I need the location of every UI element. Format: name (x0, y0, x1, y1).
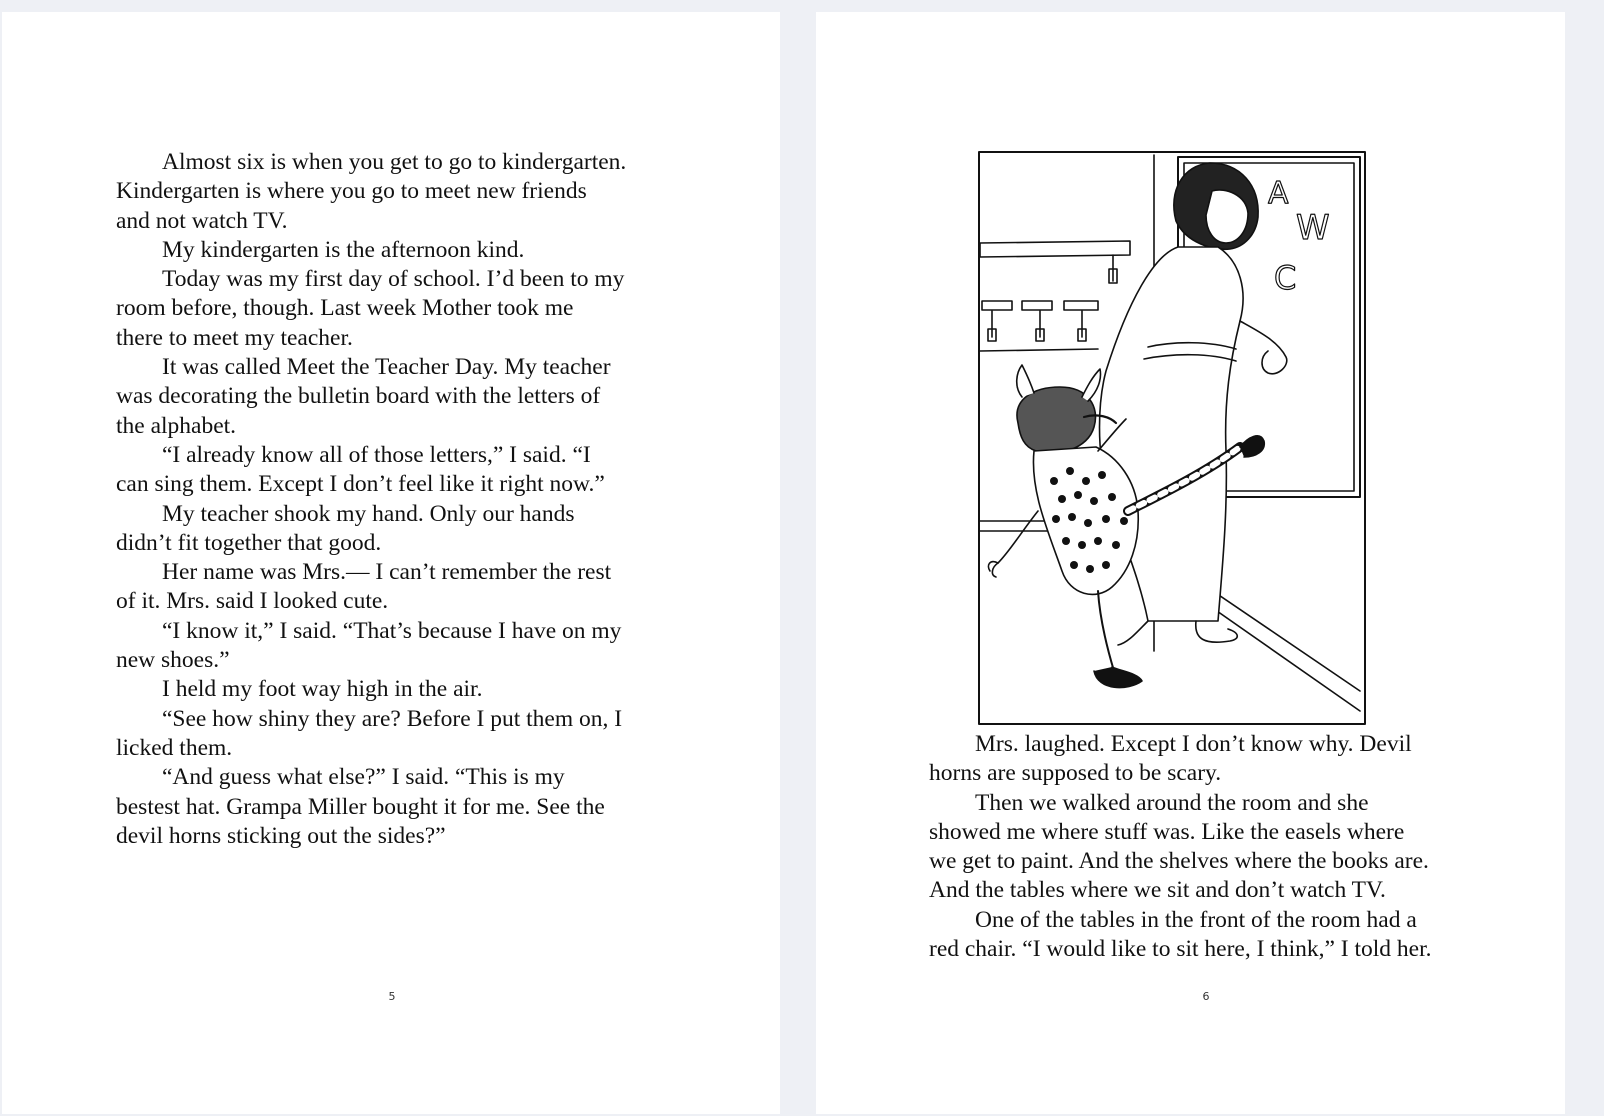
text-line: Mrs. laughed. Except I don’t know why. Devil (975, 731, 1412, 757)
text-line: red chair. “I would like to sit here, I think,” I told her. (929, 936, 1432, 963)
text-line: we get to paint. And the shelves where the books are. (929, 848, 1429, 875)
text-line: Then we walked around the room and she (975, 789, 1369, 816)
paragraph (116, 353, 676, 441)
paragraph (116, 265, 676, 353)
text-line: “And guess what else?” I said. “This is my (162, 764, 565, 791)
text-line: Her name was Mrs.— I can’t remember the rest (162, 559, 612, 586)
paragraph (929, 789, 1489, 906)
text-line: horns are supposed to be scary. (929, 760, 1222, 787)
text-line: And the tables where we sit and don’t watch TV. (929, 877, 1386, 904)
letter-c: C (1274, 259, 1297, 297)
paragraph (929, 906, 1489, 965)
text-line: My kindergarten is the afternoon kind. (162, 236, 525, 263)
text-line: One of the tables in the front of the room had a (975, 906, 1417, 933)
letter-a: A (1268, 176, 1289, 211)
paragraph (929, 730, 1489, 789)
text-line: “See how shiny they are? Before I put them on, I (162, 705, 623, 732)
text-line: was decorating the bulletin board with the letters of (116, 383, 601, 410)
letter-w: W (1296, 208, 1330, 248)
page-left (2, 12, 780, 1114)
paragraph (116, 763, 676, 851)
text-line: can sing them. Except I don’t feel like it right now.” (116, 471, 605, 498)
text-line: bestest hat. Grampa Miller bought it for me. See the (116, 793, 605, 820)
page-number: 5 (388, 990, 396, 1003)
text-line: It was called Meet the Teacher Day. My teacher (162, 354, 611, 381)
text-line: Kindergarten is where you go to meet new friends (116, 178, 587, 205)
text-line: licked them. (116, 734, 233, 761)
paragraph (116, 617, 676, 676)
text-line: the alphabet. (116, 412, 237, 439)
paragraph (116, 705, 676, 764)
text-line: room before, though. Last week Mother took me (116, 295, 574, 322)
text-line: “I already know all of those letters,” I said. “I (162, 441, 591, 468)
paragraph (116, 558, 676, 617)
text-line: and not watch TV. (116, 207, 288, 234)
paragraph (116, 148, 676, 236)
paragraph (116, 500, 676, 559)
classroom-illustration-icon (978, 151, 1366, 725)
text-line: showed me where stuff was. Like the easels where (929, 818, 1405, 845)
text-line: Today was my first day of school. I’d been to my (162, 266, 625, 293)
page-right (816, 12, 1565, 1114)
text-line: My teacher shook my hand. Only our hands (162, 500, 575, 527)
text-line: of it. Mrs. said I looked cute. (116, 588, 389, 615)
page-number: 6 (1202, 990, 1210, 1003)
paragraph (116, 675, 676, 704)
page-text (929, 730, 1489, 964)
paragraph (116, 236, 676, 265)
text-line: devil horns sticking out the sides?” (116, 822, 446, 849)
text-line: there to meet my teacher. (116, 324, 353, 351)
text-line: “I know it,” I said. “That’s because I have on my (162, 617, 622, 644)
paragraph (116, 441, 676, 500)
text-line: I held my foot way high in the air. (162, 676, 483, 703)
text-line: didn’t fit together that good. (116, 529, 382, 556)
text-line: new shoes.” (116, 647, 230, 674)
text-line: Almost six is when you get to go to kindergarten. (162, 149, 627, 175)
page-text (116, 148, 676, 851)
